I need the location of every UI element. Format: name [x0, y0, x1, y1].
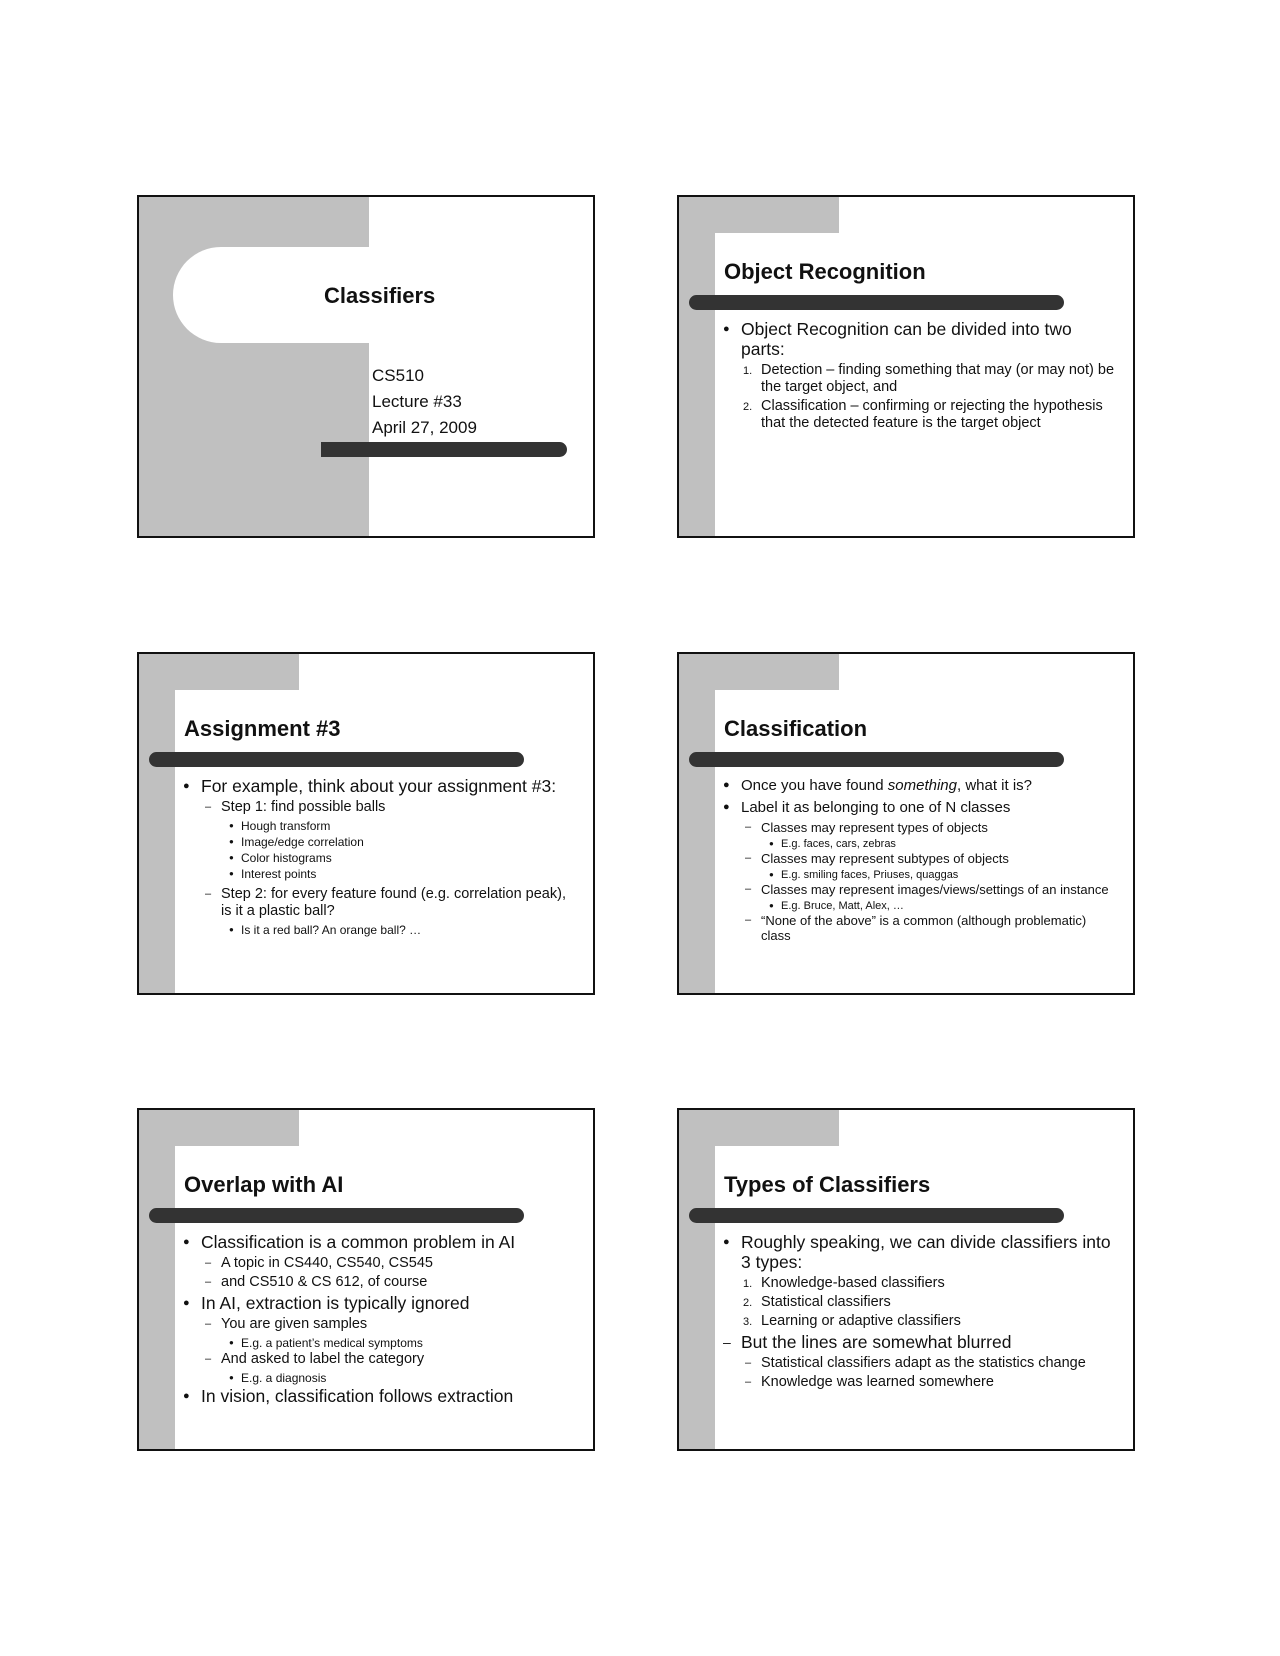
slide-heading: Assignment #3 [184, 716, 341, 741]
slide-object-recognition [677, 195, 1135, 538]
slide-decoration [139, 654, 299, 690]
slide-classification [677, 652, 1135, 995]
bullet: ● Label it as belonging to one of N classes [723, 798, 1119, 817]
slide-body [723, 1232, 1119, 1393]
slide-decoration-bar [321, 442, 567, 457]
slide-heading: Types of Classifiers [724, 1172, 931, 1197]
slide-decoration-bar [149, 752, 524, 767]
slide-decoration [139, 1110, 299, 1146]
slide-decoration [679, 654, 715, 993]
dash-bullet: – But the lines are somewhat blurred [723, 1332, 1119, 1352]
slide-heading: Overlap with AI [184, 1172, 344, 1197]
sub-bullet: – “None of the above” is a common (although problematic) class [723, 913, 1119, 943]
bullet: ● In vision, classification follows extraction [183, 1386, 579, 1406]
bullet-text: Once you have found [741, 777, 888, 794]
sub-bullet: – Classes may represent types of objects [723, 820, 1119, 835]
slide-title-text: Classifiers [324, 283, 436, 308]
bullet-text: , what it is? [957, 777, 1033, 794]
bullet: ● Classification is a common problem in AI [183, 1232, 579, 1252]
bullet [723, 776, 1119, 795]
sub-sub-bullet: ● Color histograms [183, 850, 579, 866]
sub-bullet: – A topic in CS440, CS540, CS545 [183, 1255, 579, 1272]
lecture-date: April 27, 2009 [372, 418, 477, 437]
sub-bullet: – You are given samples [183, 1316, 579, 1333]
slide-decoration [139, 1110, 175, 1449]
slide-decoration [139, 654, 175, 993]
sub-bullet: – and CS510 & CS 612, of course [183, 1274, 579, 1291]
lecture-number: Lecture #33 [372, 392, 462, 411]
slide-body [723, 319, 1119, 434]
numbered-item: 2. Classification – confirming or rejecting the hypothesis that the detected feature is the target object [723, 398, 1119, 432]
slide-types-of-classifiers [677, 1108, 1135, 1451]
sub-bullet: – Step 1: find possible balls [183, 799, 579, 816]
sub-sub-bullet: ● E.g. a patient’s medical symptoms [183, 1335, 579, 1351]
slide-decoration [679, 1110, 715, 1449]
bullet: ● Roughly speaking, we can divide classifiers into 3 types: [723, 1232, 1119, 1272]
slide-decoration-bar [689, 752, 1064, 767]
sub-sub-bullet: ● E.g. faces, cars, zebras [723, 837, 1119, 851]
slide-body [723, 776, 1119, 945]
sub-sub-bullet: ● Interest points [183, 866, 579, 882]
slide-subtitle [372, 363, 477, 441]
sub-sub-bullet: ● Hough transform [183, 818, 579, 834]
slide-title [137, 195, 595, 538]
slide-decoration-bar [689, 295, 1064, 310]
sub-bullet: – Statistical classifiers adapt as the statistics change [723, 1355, 1119, 1372]
sub-bullet: – Knowledge was learned somewhere [723, 1374, 1119, 1391]
numbered-item: 1. Knowledge-based classifiers [723, 1275, 1119, 1292]
sub-bullet: – Classes may represent subtypes of objects [723, 851, 1119, 866]
numbered-item: 3. Learning or adaptive classifiers [723, 1313, 1119, 1330]
sub-sub-bullet: ● Image/edge correlation [183, 834, 579, 850]
slide-body [183, 1232, 579, 1409]
sub-bullet: – Step 2: for every feature found (e.g. correlation peak), is it a plastic ball? [183, 886, 579, 920]
slide-decoration-bar [149, 1208, 524, 1223]
course-code: CS510 [372, 366, 424, 385]
slide-decoration [679, 197, 715, 536]
slide-body [183, 776, 579, 938]
sub-sub-bullet: ● E.g. Bruce, Matt, Alex, … [723, 899, 1119, 913]
sub-bullet: – Classes may represent images/views/settings of an instance [723, 882, 1119, 897]
slide-decoration [679, 197, 839, 233]
slide-decoration-bar [689, 1208, 1064, 1223]
slide-decoration [679, 654, 839, 690]
slide-heading: Object Recognition [724, 259, 926, 284]
numbered-item: 1. Detection – finding something that may (or may not) be the target object, and [723, 362, 1119, 396]
sub-sub-bullet: ● Is it a red ball? An orange ball? … [183, 922, 579, 938]
slide-assignment [137, 652, 595, 995]
sub-sub-bullet: ● E.g. smiling faces, Priuses, quaggas [723, 868, 1119, 882]
slide-decoration [679, 1110, 839, 1146]
sub-bullet: – And asked to label the category [183, 1351, 579, 1368]
sub-sub-bullet: ● E.g. a diagnosis [183, 1370, 579, 1386]
slide-heading: Classification [724, 716, 868, 741]
slide-overlap-ai [137, 1108, 595, 1451]
numbered-item: 2. Statistical classifiers [723, 1294, 1119, 1311]
bullet-emphasis: something [887, 777, 957, 794]
bullet: ● For example, think about your assignment #3: [183, 776, 579, 796]
bullet: ● In AI, extraction is typically ignored [183, 1293, 579, 1313]
bullet: ● Object Recognition can be divided into two parts: [723, 319, 1119, 359]
